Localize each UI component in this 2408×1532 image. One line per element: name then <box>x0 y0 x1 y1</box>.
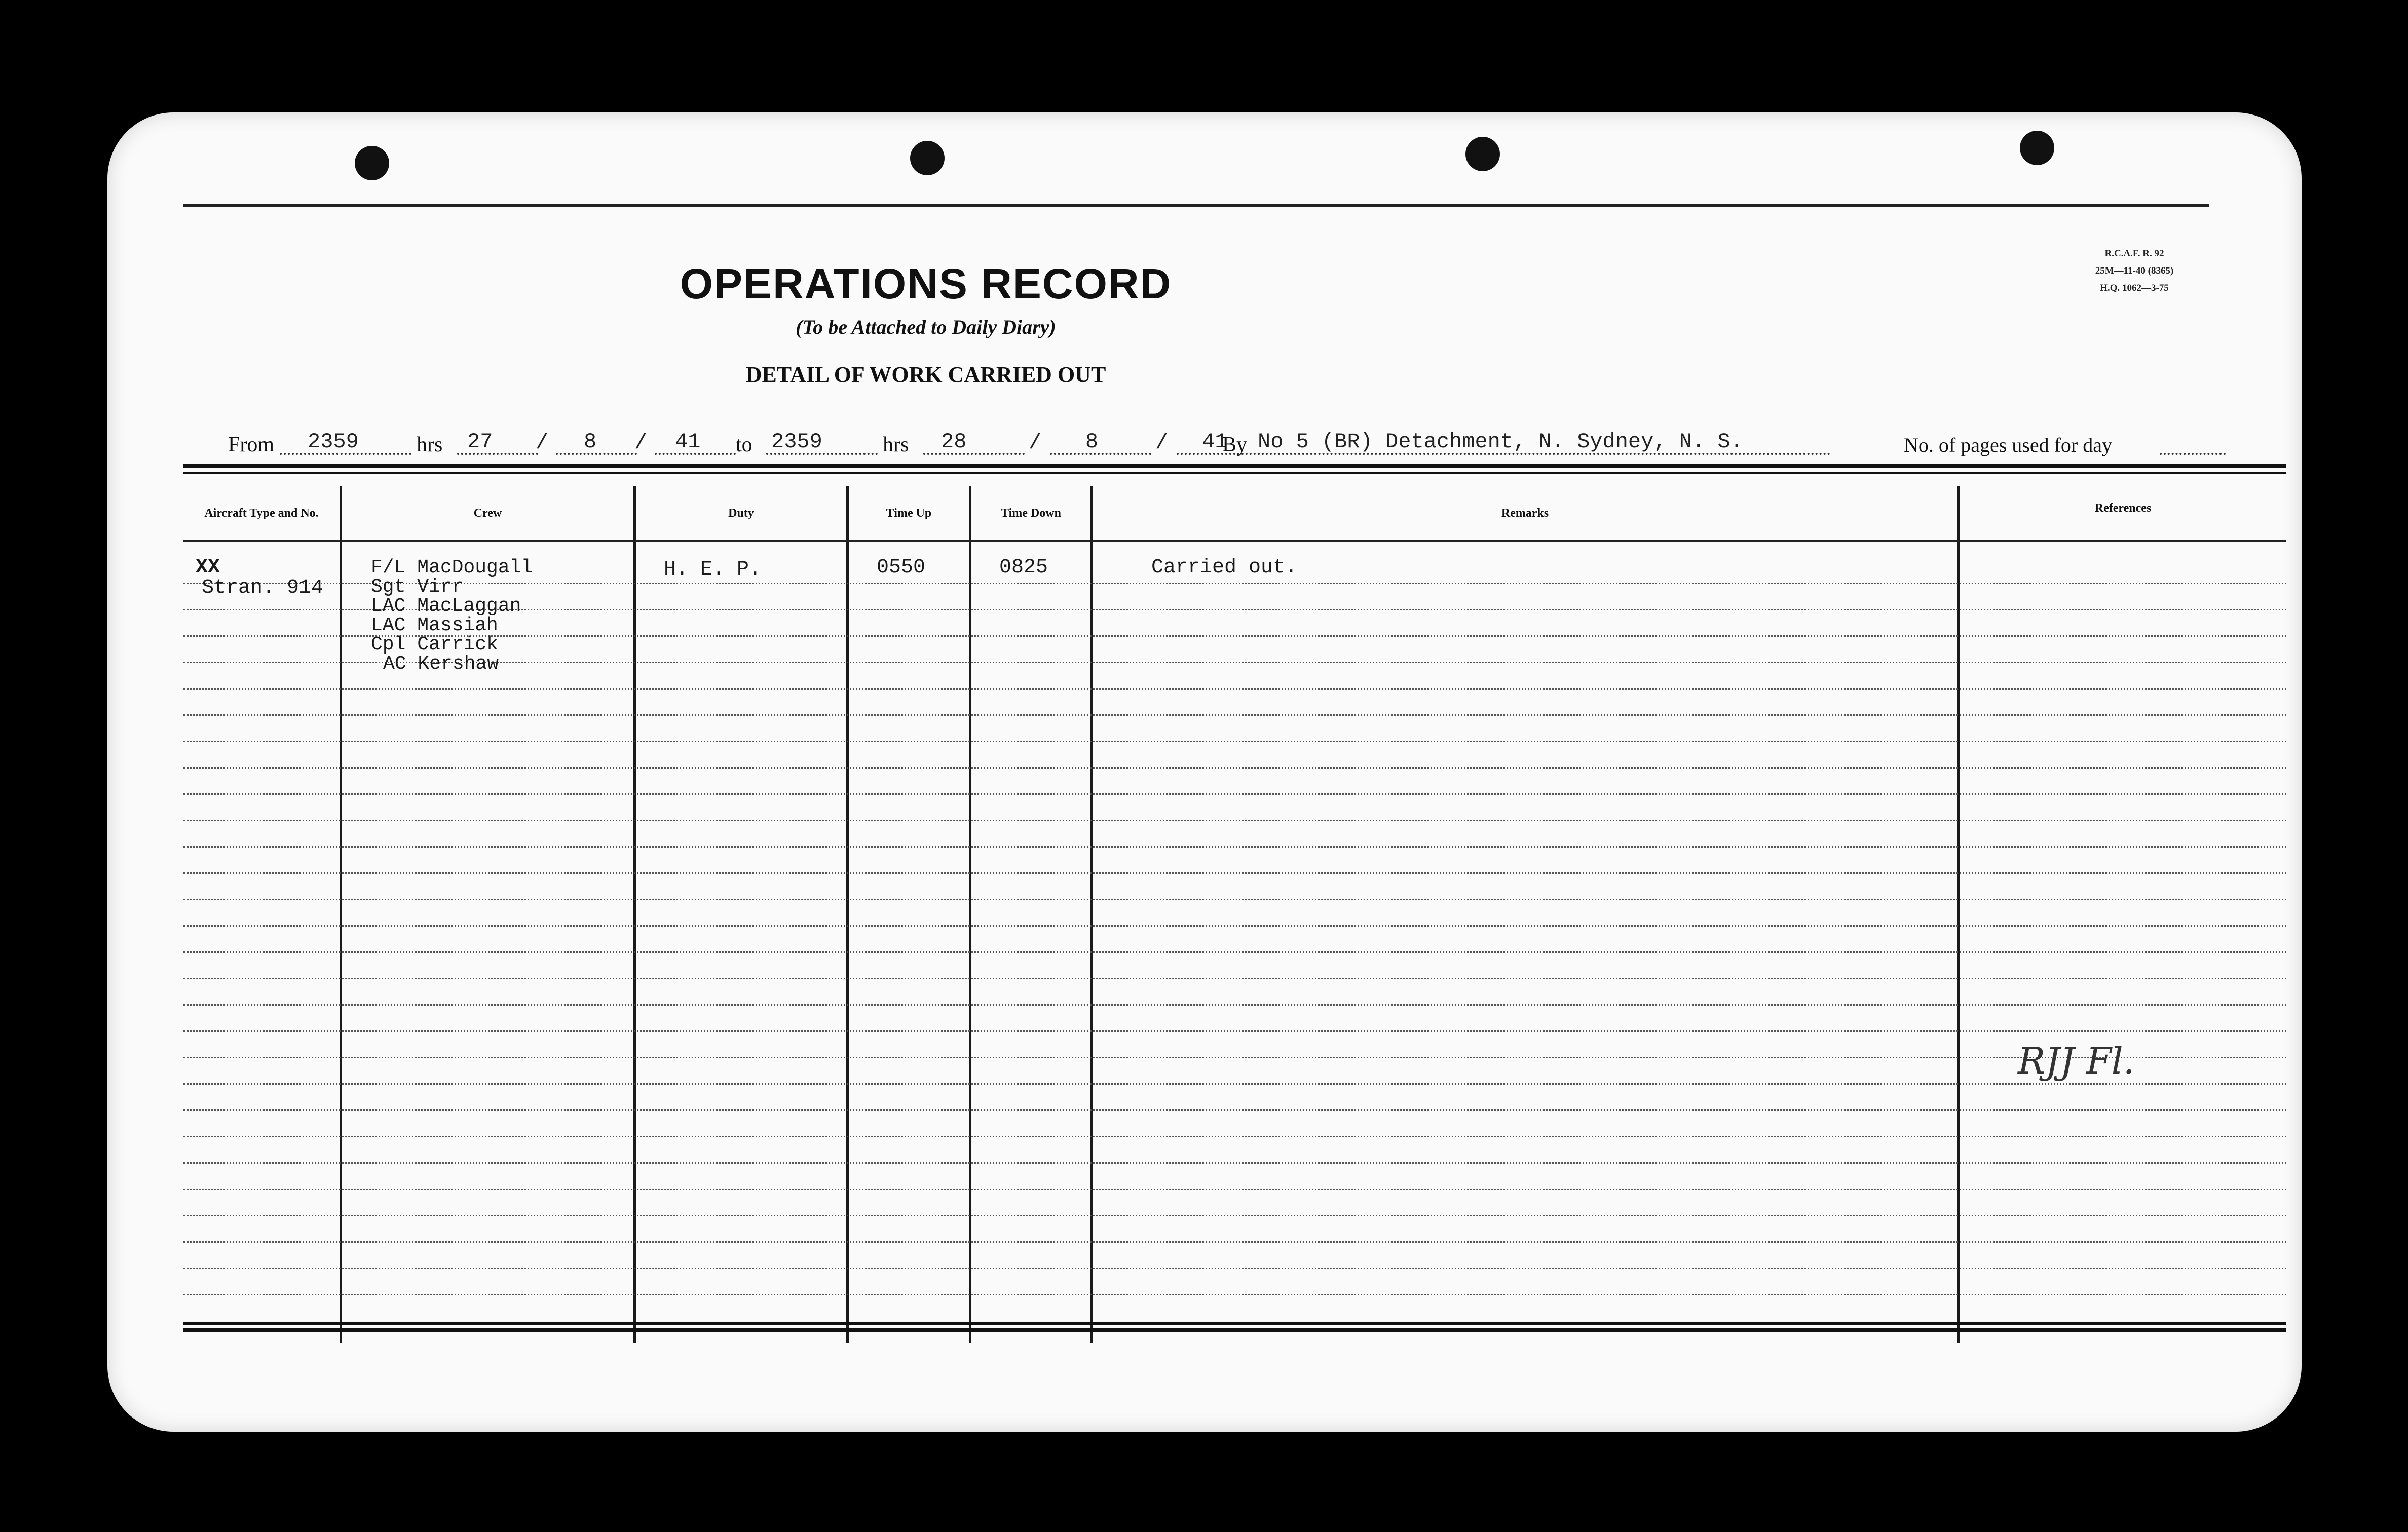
col-header-remarks: Remarks <box>1501 507 1549 520</box>
from-year: 41 <box>675 430 701 454</box>
operations-table <box>183 486 2286 1343</box>
form-code-line: H.Q. 1062—3-75 <box>2100 283 2169 293</box>
punch-hole <box>1465 137 1500 171</box>
crew-member: AC Kershaw <box>383 653 499 675</box>
crew-member: LAC MacLaggan <box>371 595 521 617</box>
column-divider <box>969 486 971 1343</box>
form-code <box>2043 245 2226 297</box>
col-header-aircraft: Aircraft Type and No. <box>204 507 319 520</box>
column-header-rule <box>183 540 2286 542</box>
punch-hole <box>355 146 389 180</box>
by-label: By <box>1222 433 1248 456</box>
to-day: 28 <box>941 430 967 454</box>
from-month: 8 <box>584 430 597 454</box>
pages-label: No. of pages used for day <box>1904 434 2112 456</box>
col-header-duty: Duty <box>728 507 754 520</box>
column-divider <box>846 486 849 1343</box>
col-header-time-up: Time Up <box>886 507 932 520</box>
from-label: From <box>228 433 275 456</box>
form-code-line: R.C.A.F. R. 92 <box>2104 248 2164 259</box>
crew-member: F/L MacDougall <box>371 557 533 579</box>
by-unit: No 5 (BR) Detachment, N. Sydney, N. S. <box>1258 430 1743 454</box>
punch-hole <box>910 141 945 175</box>
initials-signature: RJJ Fl. <box>2018 1040 2135 1082</box>
to-label: to <box>736 433 752 456</box>
crew-member: Sgt Virr <box>371 576 464 598</box>
punch-hole <box>2020 131 2054 165</box>
form-title: OPERATIONS RECORD <box>680 260 1172 308</box>
to-time: 2359 <box>771 430 822 454</box>
hrs-label: hrs <box>417 433 443 456</box>
period-header: From 2359 hrs 27 / 8 / 41 to 2359 hrs 28 / 8 / 41 By No 5 (BR) Detachment, N. Sydney, N. S. No. of pages used for day <box>107 416 2302 457</box>
to-year: 41 <box>1202 430 1228 454</box>
crew-member: LAC Massiah <box>371 615 498 636</box>
form-code-line: 25M—11-40 (8365) <box>2095 265 2174 276</box>
remarks-value: Carried out. <box>1151 556 1298 579</box>
col-header-time-down: Time Down <box>1001 507 1061 520</box>
column-divider <box>1090 486 1093 1343</box>
header-rule-thick <box>183 464 2286 468</box>
detail-heading: DETAIL OF WORK CARRIED OUT <box>745 362 1106 387</box>
bottom-rule-thin <box>183 1322 2286 1325</box>
operations-record-card <box>107 112 2302 1432</box>
from-day: 27 <box>467 430 493 454</box>
aircraft-mark: XX <box>196 556 220 579</box>
crew-list <box>371 558 533 674</box>
bottom-rule-thick <box>183 1328 2286 1332</box>
aircraft-type: Stran. 914 <box>202 577 324 599</box>
time-up-value: 0550 <box>877 556 926 579</box>
header-rule-thin <box>183 472 2286 474</box>
top-rule <box>183 204 2209 207</box>
col-header-crew: Crew <box>473 507 502 520</box>
column-divider <box>1957 486 1960 1343</box>
hrs-label: hrs <box>883 433 909 456</box>
column-divider <box>633 486 636 1343</box>
duty-value: H. E. P. <box>664 558 762 581</box>
column-divider <box>340 486 342 1343</box>
form-subtitle: (To be Attached to Daily Diary) <box>796 316 1056 338</box>
from-time: 2359 <box>308 430 359 454</box>
crew-member: Cpl Carrick <box>371 634 498 656</box>
col-header-references: References <box>2094 502 2152 515</box>
time-down-value: 0825 <box>999 556 1048 579</box>
to-month: 8 <box>1085 430 1099 454</box>
